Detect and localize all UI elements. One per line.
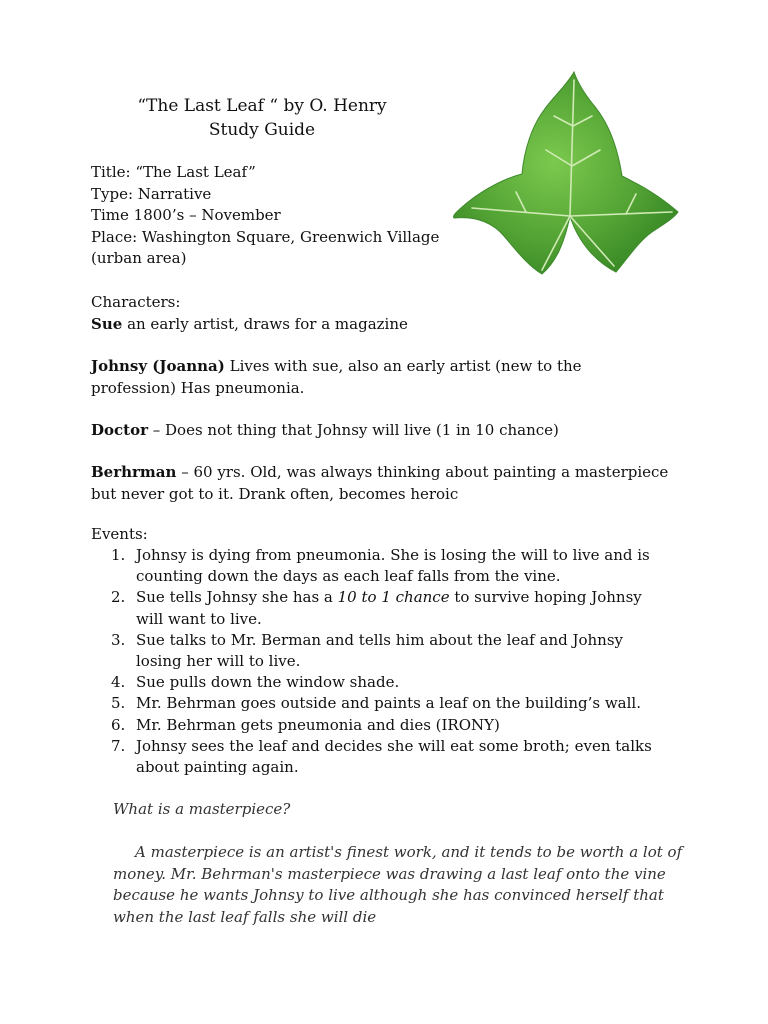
character-description: – Does not thing that Johnsy will live (1 in 10 chance): [147, 421, 559, 439]
leaf-blade: [454, 72, 678, 274]
character-description: Lives with sue, also an early artist (new to the profession) Has pneumonia.: [91, 357, 582, 397]
story-info: [91, 162, 439, 270]
characters-section: [91, 291, 691, 335]
character-description: – 60 yrs. Old, was always thinking about painting a masterpiece but never got to it. Drank often, becomes heroic: [91, 463, 669, 503]
character-johnsy: [91, 355, 671, 399]
event-number: 1.: [111, 546, 126, 564]
masterpiece-answer: A masterpiece is an artist's finest work, and it tends to be worth a lot of money. Mr. Behrman's masterpiece was drawing a last leaf onto the vine because he wants Johnsy to live although she has convinced herself that when the last leaf falls she will die: [113, 843, 683, 926]
document-subtitle: Study Guide: [208, 120, 316, 140]
events-list: [91, 545, 671, 778]
event-text: Mr. Behrman gets pneumonia and dies (IRONY): [136, 715, 500, 734]
event-item: [91, 630, 671, 672]
event-item: [91, 587, 671, 629]
characters-heading: Characters:: [91, 293, 181, 311]
info-place-detail: (urban area): [91, 249, 187, 267]
event-number: 7.: [111, 736, 126, 755]
character-name: Sue: [91, 315, 123, 333]
event-item: [91, 736, 671, 778]
event-item: [91, 715, 671, 736]
info-place: Place: Washington Square, Greenwich Village: [91, 227, 440, 246]
character-name: Berhrman: [91, 463, 177, 481]
info-time: Time 1800’s – November: [91, 206, 281, 224]
event-text: Johnsy is dying from pneumonia. She is losing the will to live and is counting down the days as each leaf falls from the vine.: [136, 546, 650, 586]
event-text: Mr. Behrman goes outside and paints a leaf on the building’s wall.: [136, 694, 641, 713]
events-heading: Events:: [91, 525, 148, 543]
event-text: Johnsy sees the leaf and decides she will eat some broth; even talks about painting again.: [136, 736, 652, 777]
event-text: Sue tells Johnsy she has a: [136, 588, 338, 607]
title-block: [92, 94, 432, 142]
event-item: [91, 693, 671, 714]
character-sue: [91, 313, 691, 335]
event-text-emphasis: 10 to 1 chance: [337, 588, 450, 607]
character-doctor: [91, 419, 691, 441]
info-title: Title: “The Last Leaf”: [91, 163, 256, 181]
event-text: Sue pulls down the window shade.: [136, 673, 400, 692]
document-title: “The Last Leaf “ by O. Henry: [137, 96, 387, 116]
event-number: 2.: [111, 588, 126, 607]
event-number: 4.: [111, 673, 126, 692]
event-text: to survive hoping Johnsy will want to live.: [136, 588, 642, 628]
event-number: 6.: [111, 715, 126, 734]
event-number: 5.: [111, 694, 126, 713]
character-name: Johnsy (Joanna): [91, 357, 225, 375]
ivy-leaf-image: [446, 66, 682, 280]
event-item: [91, 545, 671, 587]
character-berhrman: [91, 461, 671, 505]
character-description: an early artist, draws for a magazine: [122, 315, 408, 333]
event-item: [91, 672, 671, 693]
event-number: 3.: [111, 630, 126, 649]
info-type: Type: Narrative: [91, 184, 212, 203]
character-name: Doctor: [91, 421, 148, 439]
event-text: Sue talks to Mr. Berman and tells him about the leaf and Johnsy losing her will to live.: [136, 630, 624, 671]
masterpiece-question: What is a masterpiece?: [113, 800, 291, 818]
